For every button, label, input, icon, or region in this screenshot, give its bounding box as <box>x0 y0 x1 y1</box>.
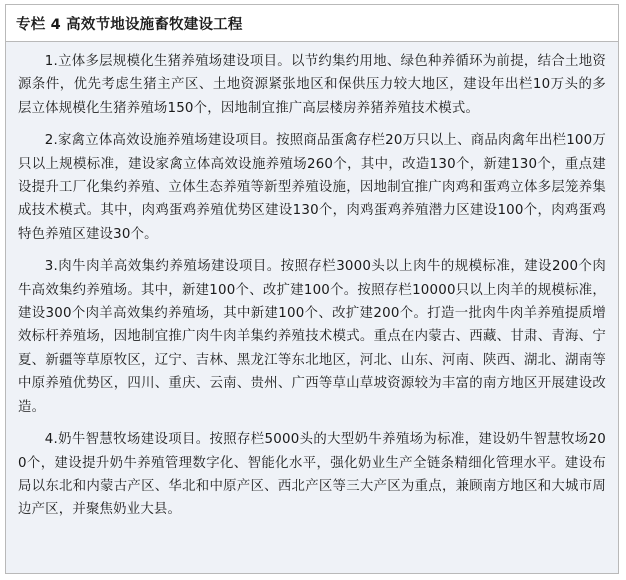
paragraph-2: 2.家禽立体高效设施养殖场建设项目。按照商品蛋禽存栏20万只以上、商品肉禽年出栏100万只以上规模标准，建设家禽立体高效设施养殖场260个，其中，改造130个，新建130个，重点建设提升工厂化集约养殖、立体生态养殖等新型养殖设施，因地制宜推广肉鸡和蛋鸡立体多层笼养集成技术模式。其中，肉鸡蛋鸡养殖优势区建设130个，肉鸡蛋鸡养殖潜力区建设100个，肉鸡蛋鸡特色养殖区建设30个。 <box>18 133 606 242</box>
column-title: 专栏 4 高效节地设施畜牧建设工程 <box>6 5 618 42</box>
column-box <box>5 4 619 574</box>
column-body <box>6 42 618 573</box>
paragraph-3: 3.肉牛肉羊高效集约养殖场建设项目。按照存栏3000头以上肉牛的规模标准，建设200个肉牛高效集约养殖场。其中，新建100个、改扩建100个。按照存栏10000只以上肉羊的规模标准，建设300个肉羊高效集约养殖场，其中新建100个、改扩建200个。打造一批肉牛肉羊养殖提质增效标杆养殖场，因地制宜推广肉牛肉羊集约养殖技术模式。重点在内蒙古、西藏、甘肃、青海、宁夏、新疆等草原牧区，辽宁、吉林、黑龙江等东北地区，河北、山东、河南、陕西、湖北、湖南等中原养殖优势区，四川、重庆、云南、贵州、广西等草山草坡资源较为丰富的南方地区开展建设改造。 <box>18 259 606 415</box>
paragraph-4: 4.奶牛智慧牧场建设项目。按照存栏5000头的大型奶牛养殖场为标准，建设奶牛智慧牧场200个，建设提升奶牛养殖管理数字化、智能化水平，强化奶业生产全链条精细化管理水平。建设布局以东北和内蒙古产区、华北和中原产区、西北产区等三大产区为重点，兼顾南方地区和大城市周边产区，并聚焦奶业大县。 <box>18 432 606 518</box>
paragraph-1: 1.立体多层规模化生猪养殖场建设项目。以节约集约用地、绿色种养循环为前提，结合土地资源条件，优先考虑生猪主产区、土地资源紧张地区和保供压力较大地区，建设年出栏10万头的多层立体规模化生猪养殖场150个，因地制宜推广高层楼房养猪养殖技术模式。 <box>18 54 606 116</box>
